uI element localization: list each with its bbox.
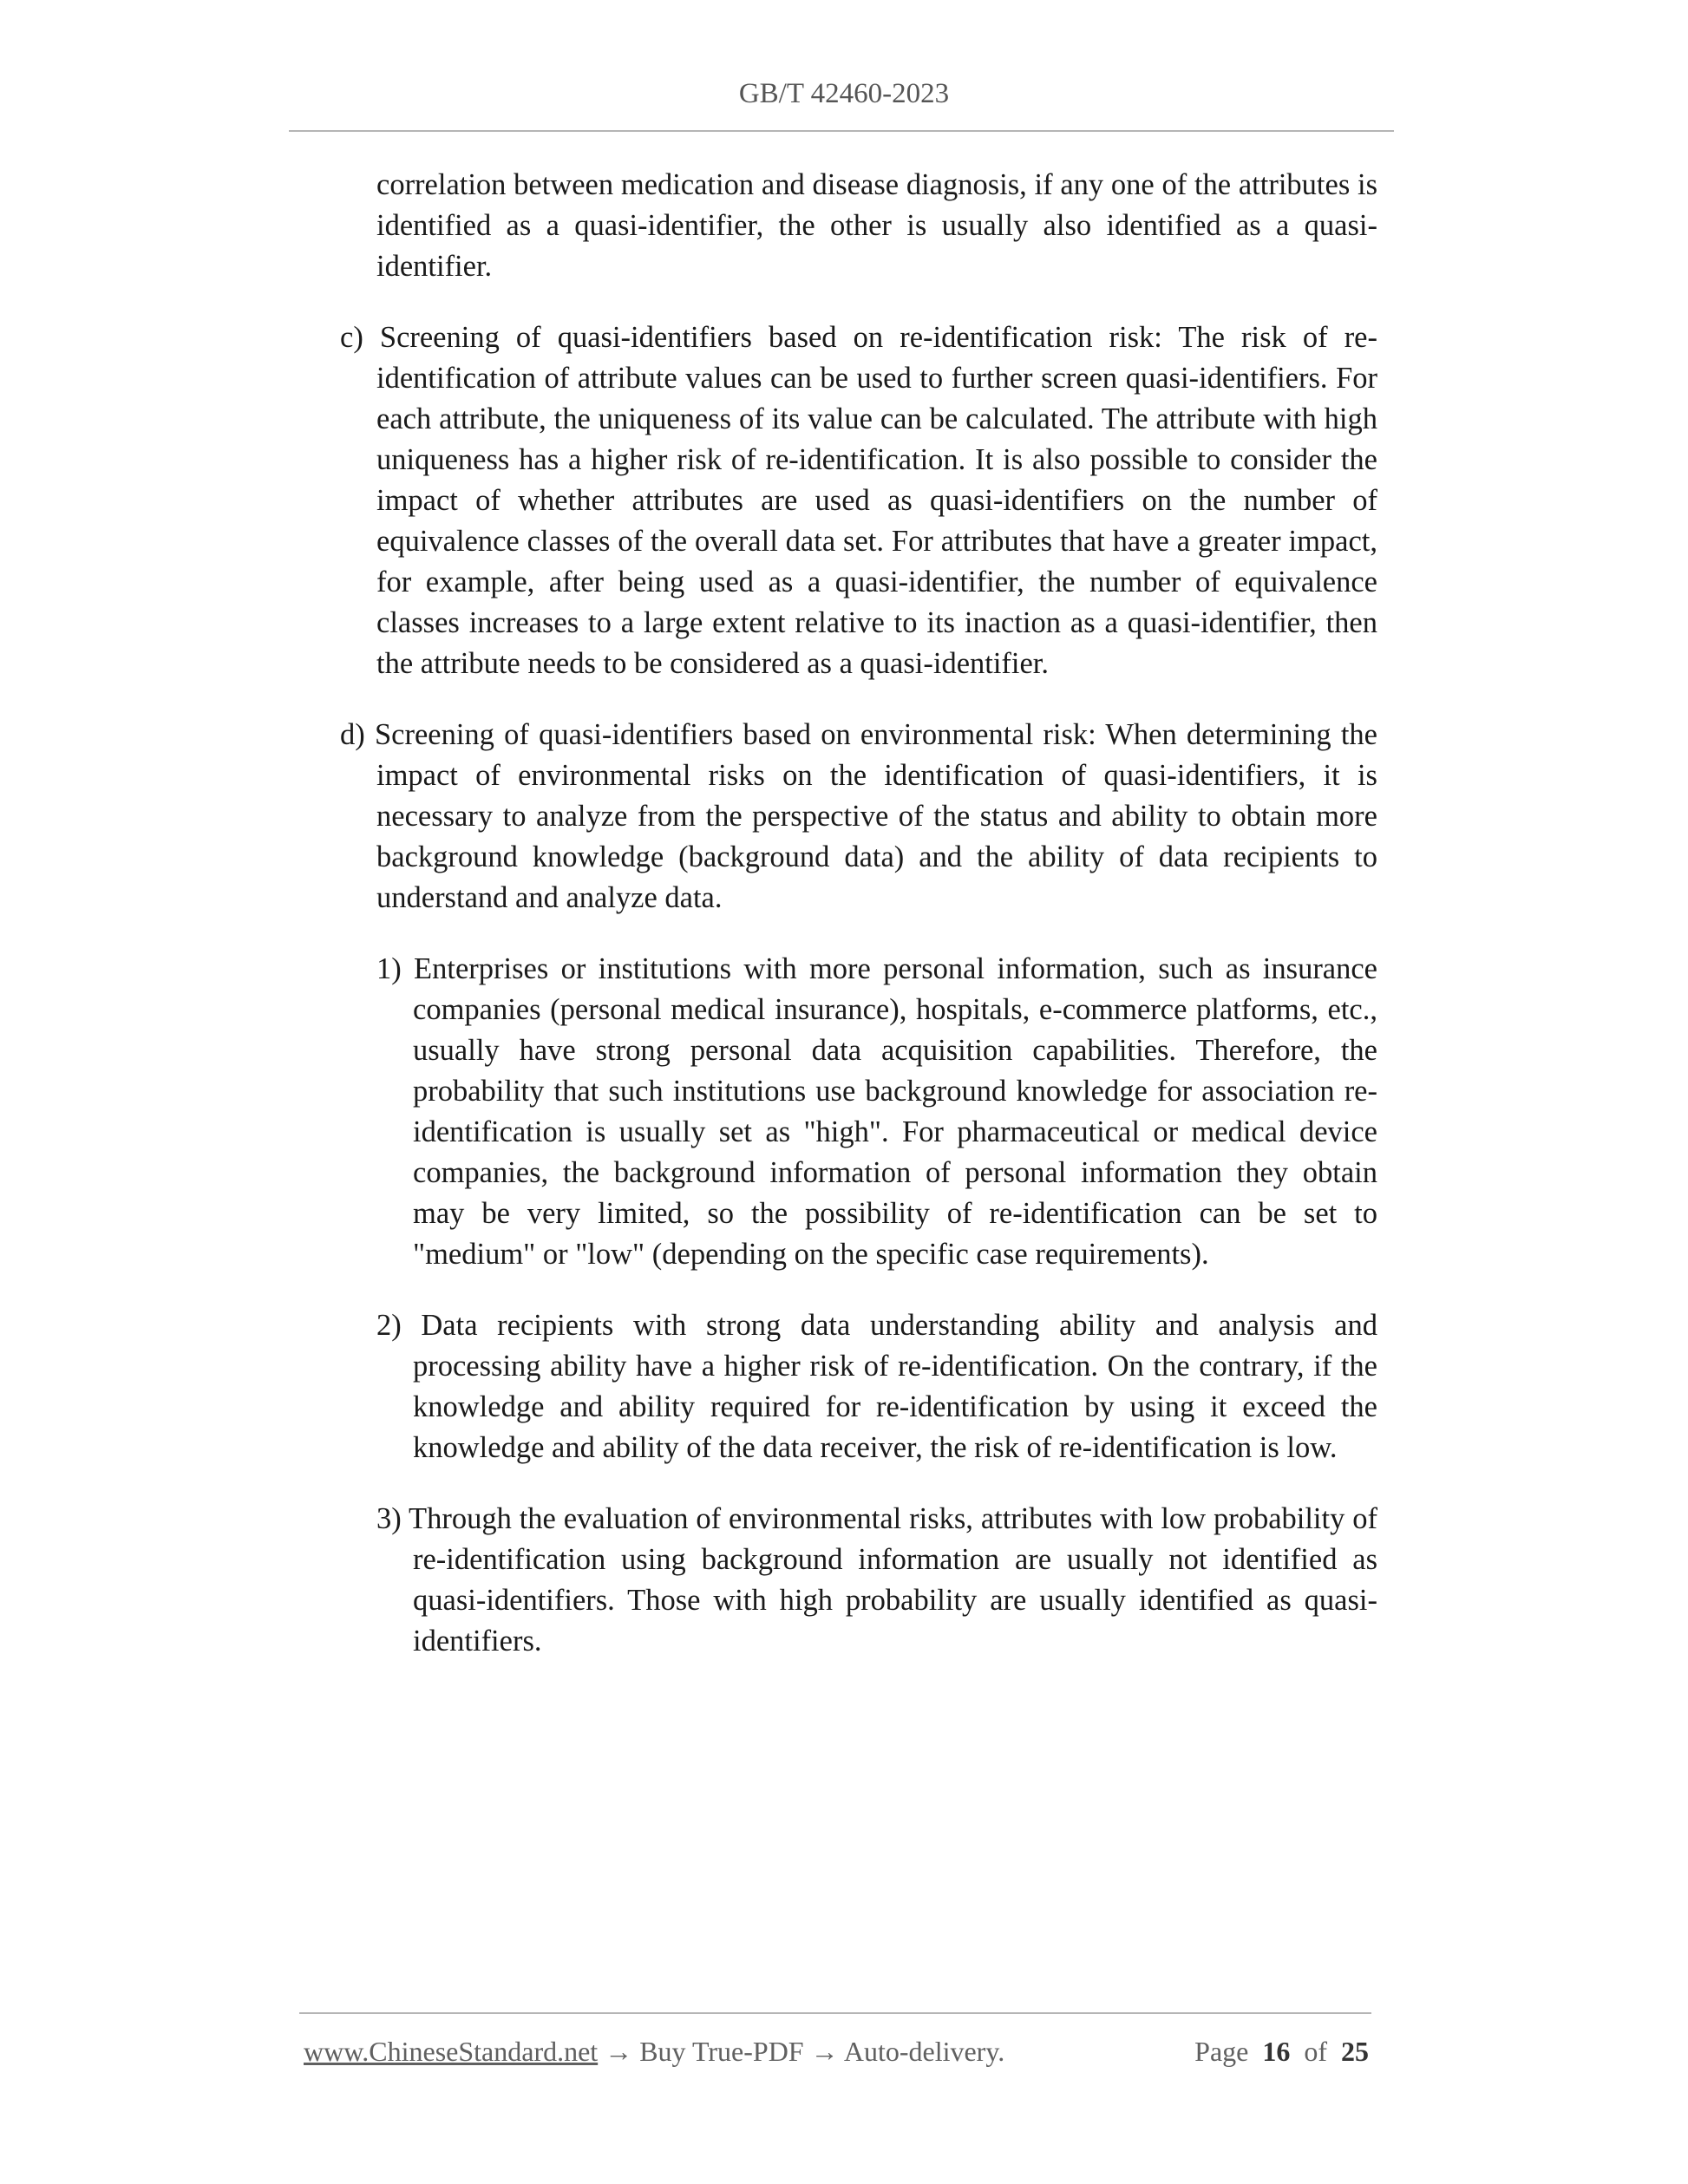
sub-item-2: 2) Data recipients with strong data understanding ability and analysis and processing ability have a higher risk of re-identification. On the contrary, if the knowledge and ability required for re-identification by using it exceed the knowledge and ability of the data receiver, the risk of re-identification is low. — [376, 1309, 1377, 1464]
footer-divider — [299, 2012, 1371, 2014]
page-number — [1194, 2036, 1369, 2068]
sub-item-1: 1) Enterprises or institutions with more personal information, such as insurance companies (personal medical insurance), hospitals, e-commerce platforms, etc., usually have strong personal data acquisition capabilities. Therefore, the probability that such institutions use background knowledge for association re-identification is usually set as "high". For pharmaceutical or medical device companies, the background information of personal information they obtain may be very limited, so the possibility of re-identification can be set to "medium" or "low" (depending on the specific case requirements). — [376, 952, 1377, 1271]
page-body — [0, 165, 1688, 1662]
of-label: of — [1304, 2036, 1327, 2067]
footer-left — [304, 2036, 1004, 2068]
list-item-c: c) Screening of quasi-identifiers based on re-identification risk: The risk of re-identification of attribute values can be used to further screen quasi-identifiers. For each attribute, the uniqueness of its value can be calculated. The attribute with high uniqueness has a higher risk of re-identification. It is also possible to consider the impact of whether attributes are used as quasi-identifiers on the number of equivalence classes of the overall data set. For attributes that have a greater impact, for example, after being used as a quasi-identifier, the number of equivalence classes increases to a large extent relative to its inaction as a quasi-identifier, then the attribute needs to be considered as a quasi-identifier. — [340, 321, 1377, 680]
page-total: 25 — [1341, 2036, 1369, 2067]
page-label: Page — [1194, 2036, 1249, 2067]
footer-promo-text: → Buy True-PDF → Auto-delivery. — [598, 2036, 1005, 2067]
sub-item-3: 3) Through the evaluation of environmental risks, attributes with low probability of re-identification using background information are usually not identified as quasi-identifiers. Those with high probability are usually identified as quasi-identifiers. — [376, 1502, 1377, 1658]
continued-paragraph: correlation between medication and disease diagnosis, if any one of the attributes is identified as a quasi-identifier, the other is usually also identified as a quasi-identifier. — [376, 168, 1377, 283]
running-header: GB/T 42460-2023 — [738, 78, 950, 109]
website-link[interactable]: www.ChineseStandard.net — [304, 2036, 599, 2067]
header-divider — [289, 130, 1394, 132]
page-current: 16 — [1262, 2036, 1291, 2067]
page-footer — [304, 2036, 1369, 2074]
list-item-d: d) Screening of quasi-identifiers based on environmental risk: When determining the impact of environmental risks on the identification of quasi-identifiers, it is necessary to analyze from the perspective of the status and ability to obtain more background knowledge (background data) and the ability of data recipients to understand and analyze data. — [340, 718, 1377, 914]
